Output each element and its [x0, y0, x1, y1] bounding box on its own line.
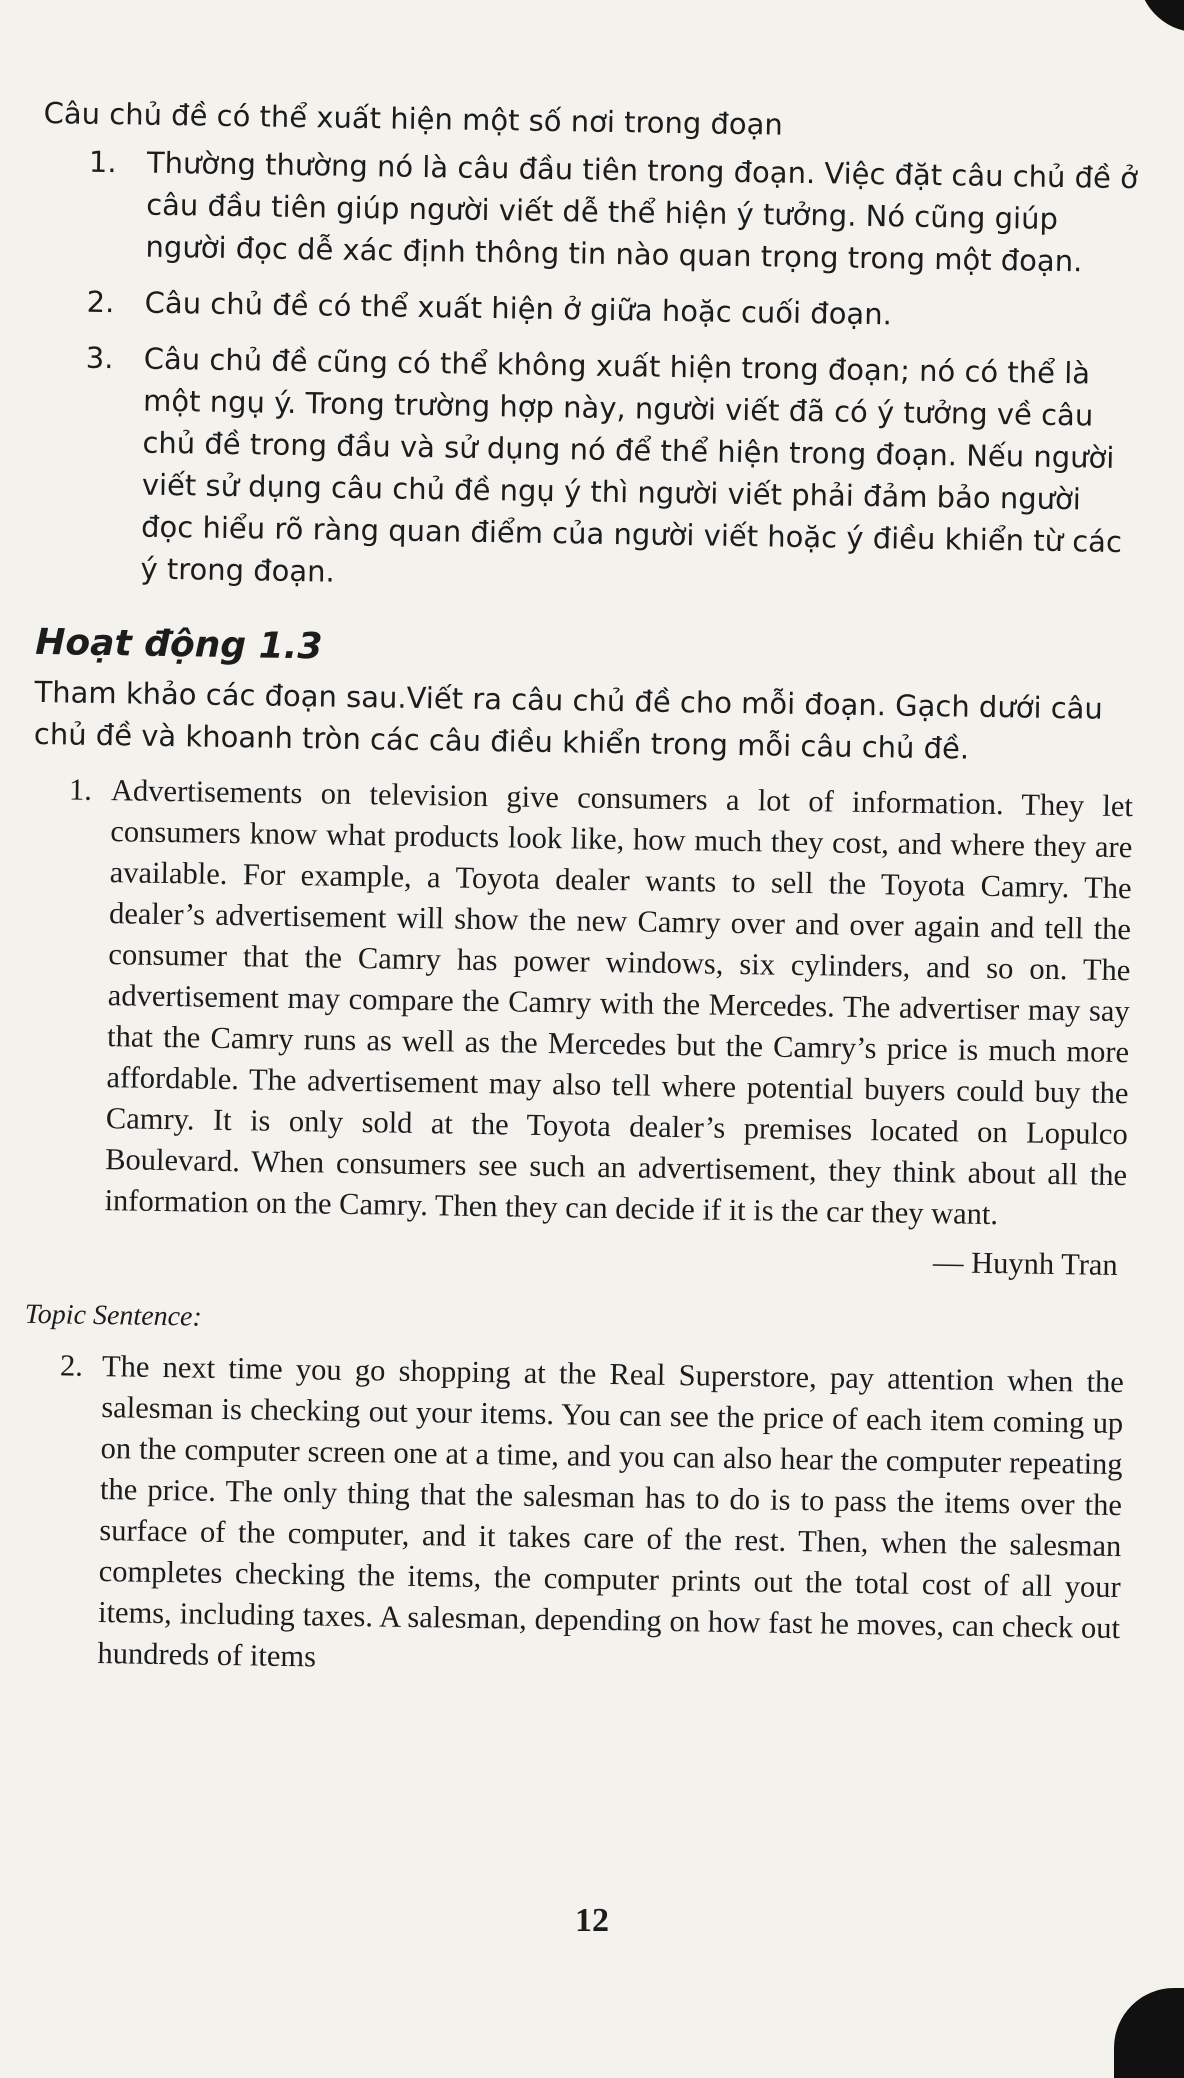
list-item-text: Câu chủ đề cũng có thể không xuất hiện trong đoạn; nó có thể là một ngụ ý. Trong trường hợp này, người viết đã có ý tưởng về câu chủ đề trong đầu và sử dụng nó để thể hiện trong đoạn. Nếu người viết sử dụng câu chủ đề ngụ ý thì người viết phải đảm bảo người đọc hiểu rõ ràng quan điểm của người viết hoặc ý điều khiển từ các ý trong đoạn.: [140, 341, 1123, 589]
paragraph-list-2: [19, 1345, 1124, 1690]
list-item: [41, 140, 1143, 283]
intro-line: Câu chủ đề có thể xuất hiện một số nơi trong đoạn: [43, 95, 784, 142]
page-number: 12: [575, 1902, 609, 1939]
list-item-number: 2.: [86, 284, 115, 320]
page-corner-shadow: [1130, 0, 1184, 36]
paragraph-text: Advertisements on television give consumers a lot of information. They let consumers know what products look like, how much they cost, and where they are available. For example, a Toyota dealer wants to sell the Toyota Camry. The dealer’s advertisement will show the new Camry over and over again and tell the consumer that the Camry has power windows, six cylinders, and so on. The advertisement may compare the Camry with the Mercedes. The advertiser may say that the Camry runs as well as the Mercedes but the Camry’s price is much more affordable. The advertisement may also tell where potential buyers could buy the Camry. It is only sold at the Toyota dealer’s premises located on Lopulco Boulevard. When consumers see such an advertisement, they think about all the information on the Camry. Then they can decide if it is the car they want.: [104, 773, 1134, 1232]
list-item-text: Câu chủ đề có thể xuất hiện ở giữa hoặc cuối đoạn.: [144, 285, 893, 332]
activity-instructions: Tham khảo các đoạn sau.Viết ra câu chủ đề cho mỗi đoạn. Gạch dưới câu chủ đề và khoanh tròn các câu điều khiển trong mỗi câu chủ đề.: [33, 674, 1104, 766]
list-item-number: 3.: [85, 340, 114, 376]
list-item: [36, 336, 1140, 605]
paragraph-number: 1.: [68, 772, 93, 807]
paragraph-text: The next time you go shopping at the Real Superstore, pay attention when the salesman is checking out your items. You can see the price of each item coming up on the computer screen one at a time, and you can also hear the computer repeating the price. The only thing that the salesman has to do is to pass the items over the surface of the computer, and it takes care of the rest. Then, when the salesman completes checking the items, the computer prints out the total cost of all your items, including taxes. A salesman, depending on how fast he moves, can check out hundreds of items: [97, 1349, 1125, 1674]
author-credit: — Huynh Tran: [932, 1245, 1118, 1283]
english-section: [19, 769, 1133, 1690]
paragraph-2: [19, 1345, 1124, 1690]
list-item-text: Thường thường nó là câu đầu tiên trong đoạn. Việc đặt câu chủ đề ở câu đầu tiên giúp người viết dễ thể hiện ý tưởng. Nó cũng giúp người đọc dễ xác định thông tin nào quan trọng trong một đoạn.: [145, 145, 1139, 279]
list-item: [40, 280, 1141, 339]
topic-position-list: [36, 140, 1143, 605]
page-corner-shadow-bottom: [1114, 1988, 1184, 2078]
book-page: [19, 92, 1144, 1690]
paragraph-list-1: [26, 769, 1133, 1237]
list-item-number: 1.: [88, 144, 117, 180]
activity-heading: Hoạt động 1.3: [35, 621, 323, 668]
paragraph-1: [26, 769, 1133, 1237]
topic-sentence-label: Topic Sentence:: [24, 1298, 203, 1333]
paragraph-number: 2.: [59, 1348, 84, 1383]
vietnamese-section: [34, 92, 1144, 772]
